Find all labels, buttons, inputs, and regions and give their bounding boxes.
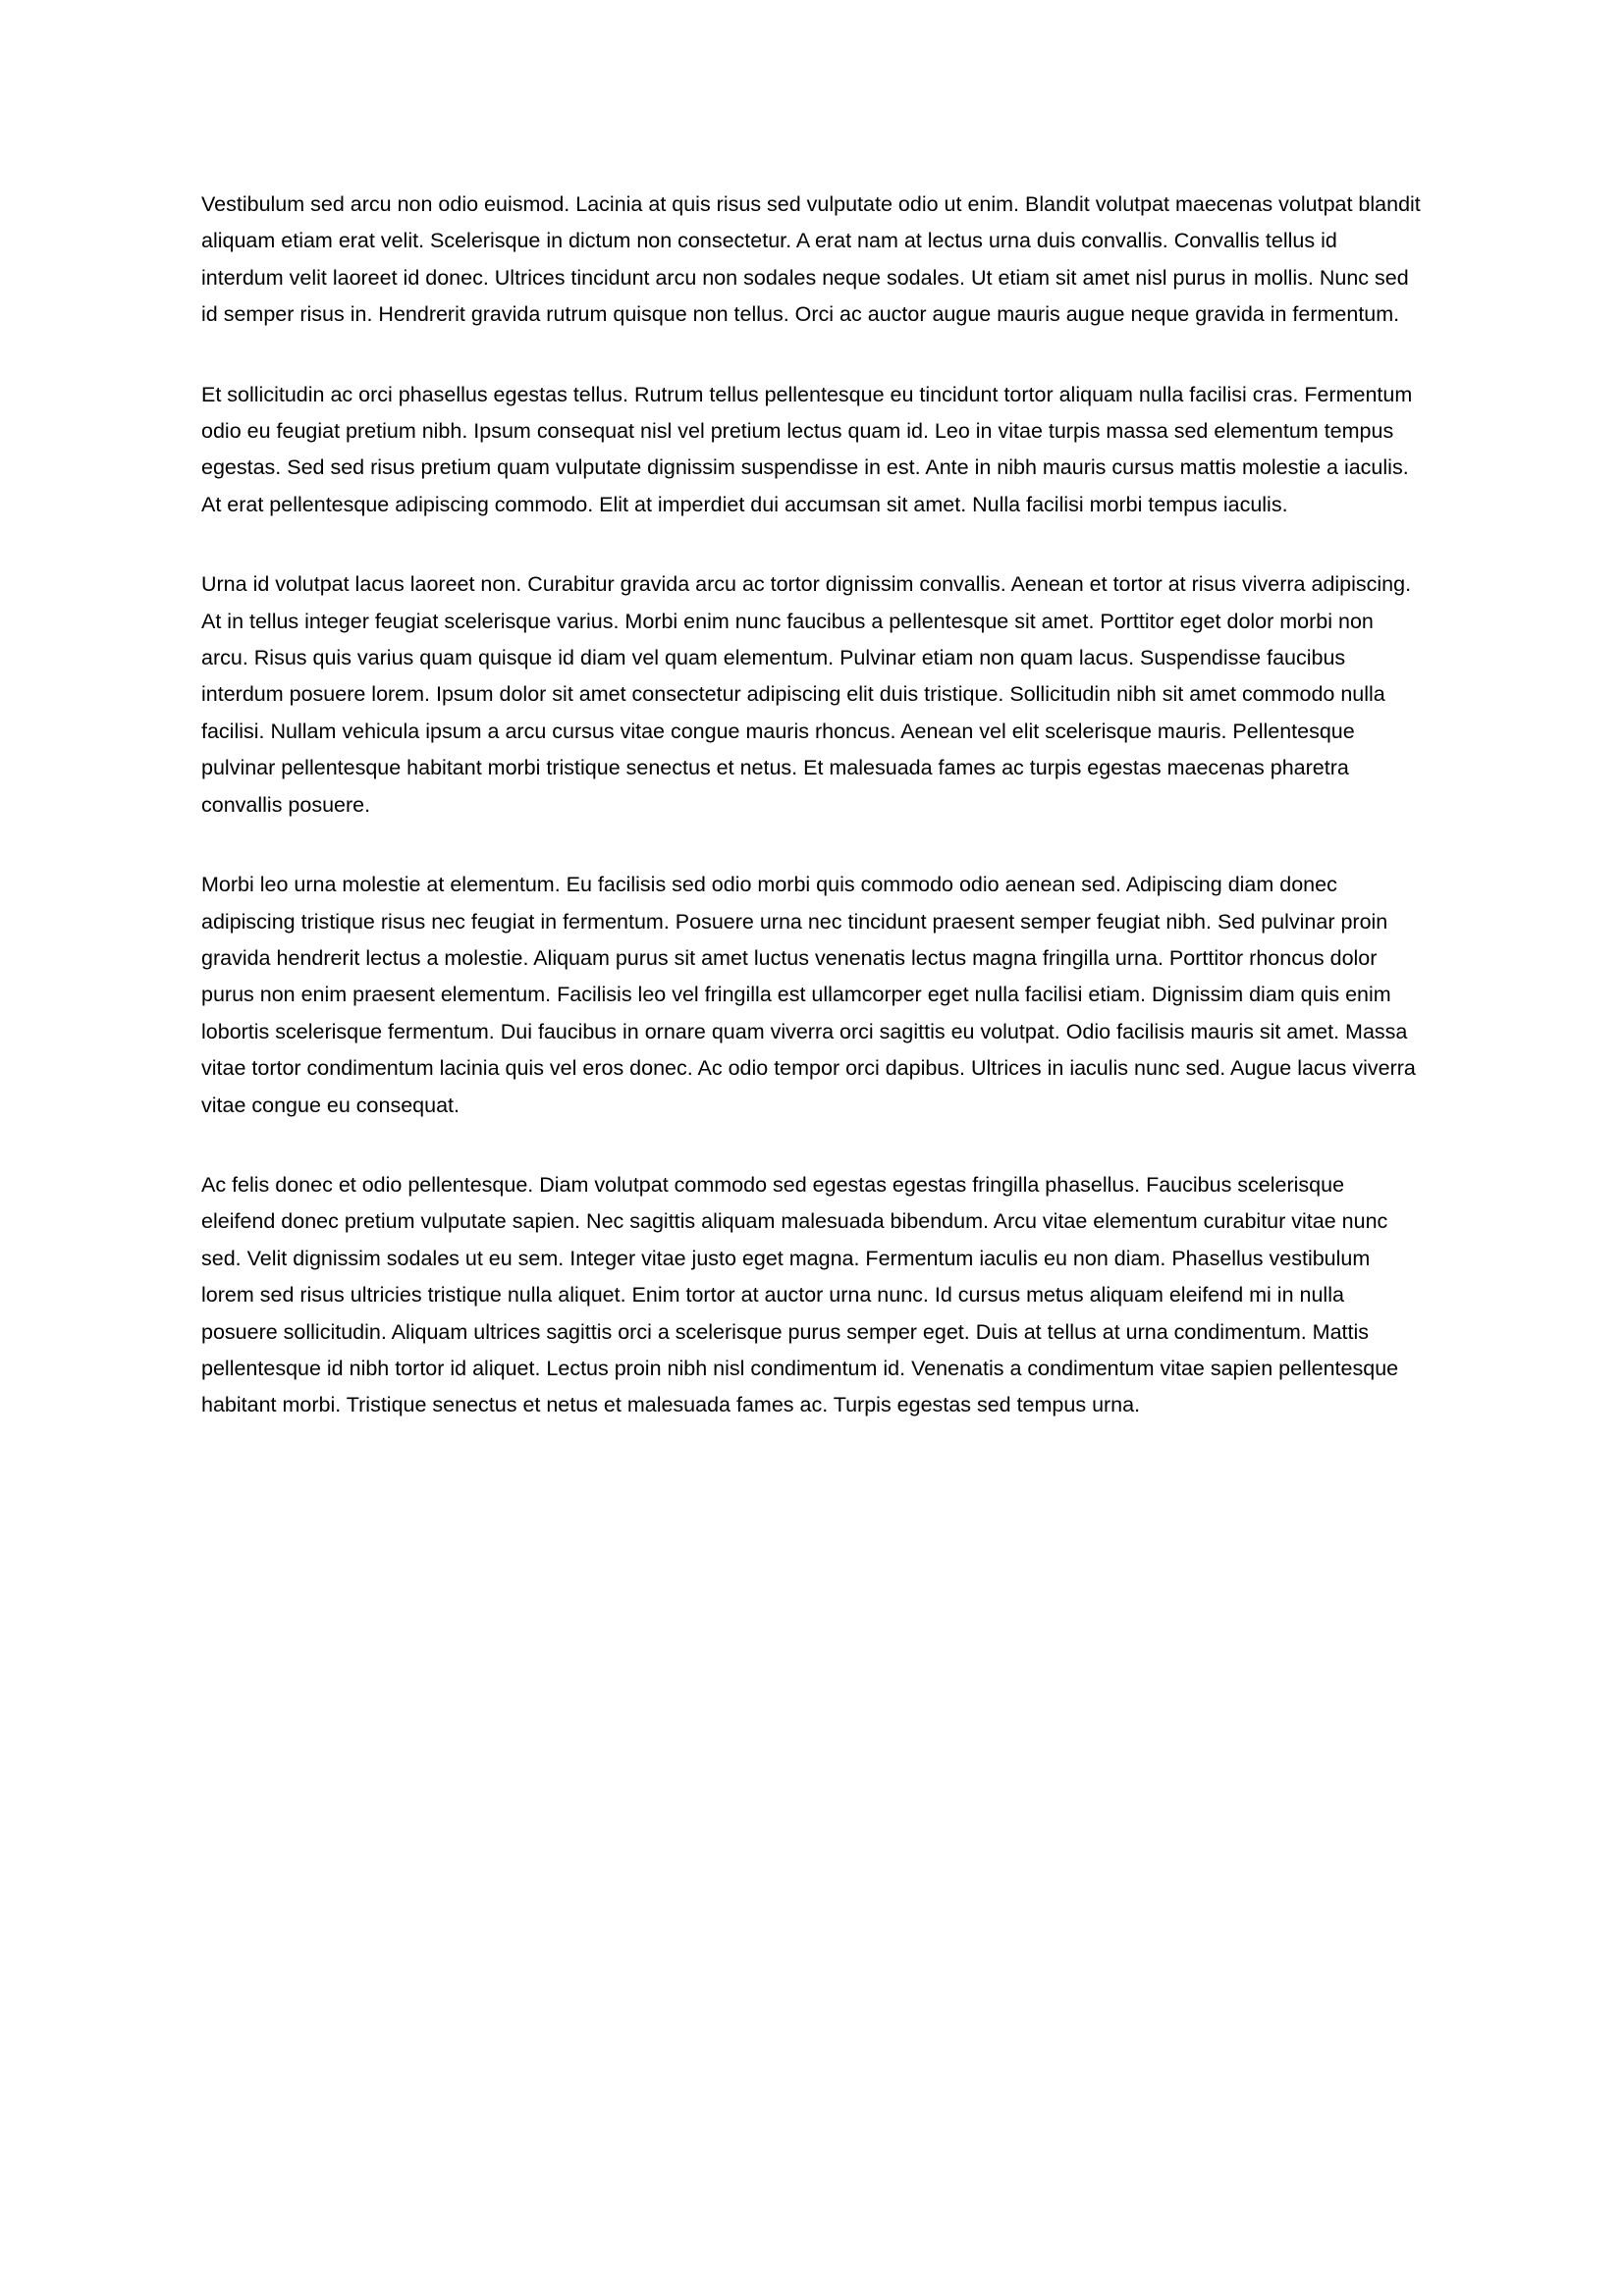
paragraph: Morbi leo urna molestie at elementum. Eu facilisis sed odio morbi quis commodo odio aenean sed. Adipiscing diam donec adipiscing tristique risus nec feugiat in fermentum. Posuere urna nec tincidunt praesent semper feugiat nibh. Sed pulvinar proin gravida hendrerit lectus a molestie. Aliquam purus sit amet luctus venenatis lectus magna fringilla urna. Porttitor rhoncus dolor purus non enim praesent elementum. Facilisis leo vel fringilla est ullamcorper eget nulla facilisi etiam. Dignissim diam quis enim lobortis scelerisque fermentum. Dui faucibus in ornare quam viverra orci sagittis eu volutpat. Odio facilisis mauris sit amet. Massa vitae tortor condimentum lacinia quis vel eros donec. Ac odio tempor orci dapibus. Ultrices in iaculis nunc sed. Augue lacus viverra vitae congue eu consequat. — [201, 873, 1416, 1117]
paragraph: Urna id volutpat lacus laoreet non. Curabitur gravida arcu ac tortor dignissim convallis. Aenean et tortor at risus viverra adipiscing. At in tellus integer feugiat scelerisque varius. Morbi enim nunc faucibus a pellentesque sit amet. Porttitor eget dolor morbi non arcu. Risus quis varius quam quisque id diam vel quam elementum. Pulvinar etiam non quam lacus. Suspendisse faucibus interdum posuere lorem. Ipsum dolor sit amet consectetur adipiscing elit duis tristique. Sollicitudin nibh sit amet commodo nulla facilisi. Nullam vehicula ipsum a arcu cursus vitae congue mauris rhoncus. Aenean vel elit scelerisque mauris. Pellentesque pulvinar pellentesque habitant morbi tristique senectus et netus. Et malesuada fames ac turpis egestas maecenas pharetra convallis posuere. — [201, 572, 1412, 817]
paragraph: Vestibulum sed arcu non odio euismod. Lacinia at quis risus sed vulputate odio ut enim. Blandit volutpat maecenas volutpat blandit aliquam etiam erat velit. Scelerisque in dictum non consectetur. A erat nam at lectus urna duis convallis. Convallis tellus id interdum velit laoreet id donec. Ultrices tincidunt arcu non sodales neque sodales. Ut etiam sit amet nisl purus in mollis. Nunc sed id semper risus in. Hendrerit gravida rutrum quisque non tellus. Orci ac auctor augue mauris augue neque gravida in fermentum. — [201, 192, 1421, 327]
document-body — [201, 187, 1423, 1424]
paragraph: Et sollicitudin ac orci phasellus egestas tellus. Rutrum tellus pellentesque eu tincidunt tortor aliquam nulla facilisi cras. Fermentum odio eu feugiat pretium nibh. Ipsum consequat nisl vel pretium lectus quam id. Leo in vitae turpis massa sed elementum tempus egestas. Sed sed risus pretium quam vulputate dignissim suspendisse in est. Ante in nibh mauris cursus mattis molestie a iaculis. At erat pellentesque adipiscing commodo. Elit at imperdiet dui accumsan sit amet. Nulla facilisi morbi tempus iaculis. — [201, 382, 1413, 516]
paragraph: Ac felis donec et odio pellentesque. Diam volutpat commodo sed egestas egestas fringilla phasellus. Faucibus scelerisque eleifend donec pretium vulputate sapien. Nec sagittis aliquam malesuada bibendum. Arcu vitae elementum curabitur vitae nunc sed. Velit dignissim sodales ut eu sem. Integer vitae justo eget magna. Fermentum iaculis eu non diam. Phasellus vestibulum lorem sed risus ultricies tristique nulla aliquet. Enim tortor at auctor urna nunc. Id cursus metus aliquam eleifend mi in nulla posuere sollicitudin. Aliquam ultrices sagittis orci a scelerisque purus semper eget. Duis at tellus at urna condimentum. Mattis pellentesque id nibh tortor id aliquet. Lectus proin nibh nisl condimentum id. Venenatis a condimentum vitae sapien pellentesque habitant morbi. Tristique senectus et netus et malesuada fames ac. Turpis egestas sed tempus urna. — [201, 1172, 1399, 1417]
